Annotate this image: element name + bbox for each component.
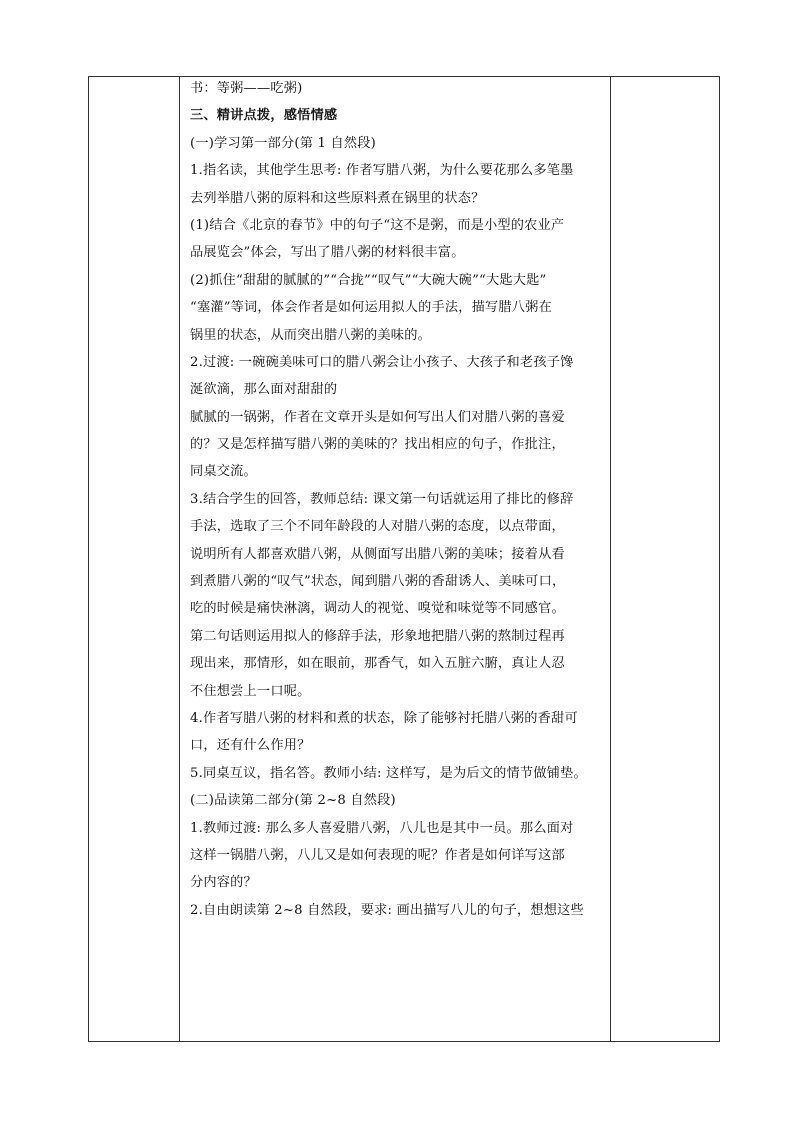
text-line: 第二句话则运用拟人的修辞手法，形象地把腊八粥的熬制过程再 xyxy=(190,628,565,644)
text-line: 说明所有人都喜欢腊八粥，从侧面写出腊八粥的美味；接着从看 xyxy=(190,546,565,562)
text-line: 3.结合学生的回答，教师总结: 课文第一句话就运用了排比的修辞 xyxy=(190,491,574,507)
text-line: 的？又是怎样描写腊八粥的美味的？找出相应的句子，作批注， xyxy=(190,437,565,453)
table-left-column xyxy=(89,77,180,1041)
text-line: 1.教师过渡: 那么多人喜爱腊八粥，八儿也是其中一员。那么面对 xyxy=(190,820,574,836)
text-line: 吃的时候是痛快淋漓，调动人的视觉、嗅觉和味觉等不同感官。 xyxy=(190,601,565,617)
text-line: 品展览会”体会，写出了腊八粥的材料很丰富。 xyxy=(190,245,465,261)
text-line: 2.自由朗读第 2~8 自然段，要求: 画出描写八儿的句子，想想这些 xyxy=(190,902,584,918)
text-line: 涎欲滴，那么面对甜甜的 xyxy=(190,382,338,398)
text-line: 1.指名读，其他学生思考: 作者写腊八粥，为什么要花那么多笔墨 xyxy=(190,163,574,179)
text-line: 书：等粥——吃粥) xyxy=(190,81,303,96)
text-line: 4.作者写腊八粥的材料和煮的状态，除了能够衬托腊八粥的香甜可 xyxy=(190,710,578,726)
text-line: 去列举腊八粥的原料和这些原料煮在锅里的状态？ xyxy=(190,190,485,206)
text-line: 现出来，那情形，如在眼前，那香气，如入五脏六腑，真让人忍 xyxy=(190,656,565,672)
text-line: 不住想尝上一口呢。 xyxy=(190,683,311,699)
text-line: (2)抓住“甜甜的腻腻的”“合拢”“叹气”“大碗大碗”“大匙大匙” xyxy=(190,272,547,288)
table-right-column xyxy=(611,77,719,1041)
text-line: (二)品读第二部分(第 2~8 自然段) xyxy=(190,793,396,809)
text-line: (一)学习第一部分(第 1 自然段) xyxy=(190,135,377,151)
lesson-plan-table xyxy=(88,76,720,1042)
text-line: (1)结合《北京的春节》中的句子“这不是粥，而是小型的农业产 xyxy=(190,217,565,233)
text-line: “塞灌”等词，体会作者是如何运用拟人的手法，描写腊八粥在 xyxy=(190,300,552,316)
text-line: 到煮腊八粥的“叹气”状态，闻到腊八粥的香甜诱人、美味可口， xyxy=(190,574,566,590)
text-line: 分内容的？ xyxy=(190,875,257,891)
section-heading: 三、精讲点拨，感悟情感 xyxy=(190,108,338,124)
table-content-column xyxy=(180,77,611,1041)
text-line: 5.同桌互议，指名答。教师小结: 这样写，是为后文的情节做铺垫。 xyxy=(190,765,587,781)
text-line: 腻腻的一锅粥，作者在文章开头是如何写出人们对腊八粥的喜爱 xyxy=(190,409,565,425)
text-line: 口，还有什么作用？ xyxy=(190,738,311,754)
text-line: 2.过渡: 一碗碗美味可口的腊八粥会让小孩子、大孩子和老孩子馋 xyxy=(190,354,574,370)
text-line: 同桌交流。 xyxy=(190,464,257,480)
text-line: 手法，选取了三个不同年龄段的人对腊八粥的态度，以点带面， xyxy=(190,519,565,535)
text-line: 这样一锅腊八粥，八儿又是如何表现的呢？作者是如何详写这部 xyxy=(190,847,565,863)
text-line: 锅里的状态，从而突出腊八粥的美味的。 xyxy=(190,327,431,343)
